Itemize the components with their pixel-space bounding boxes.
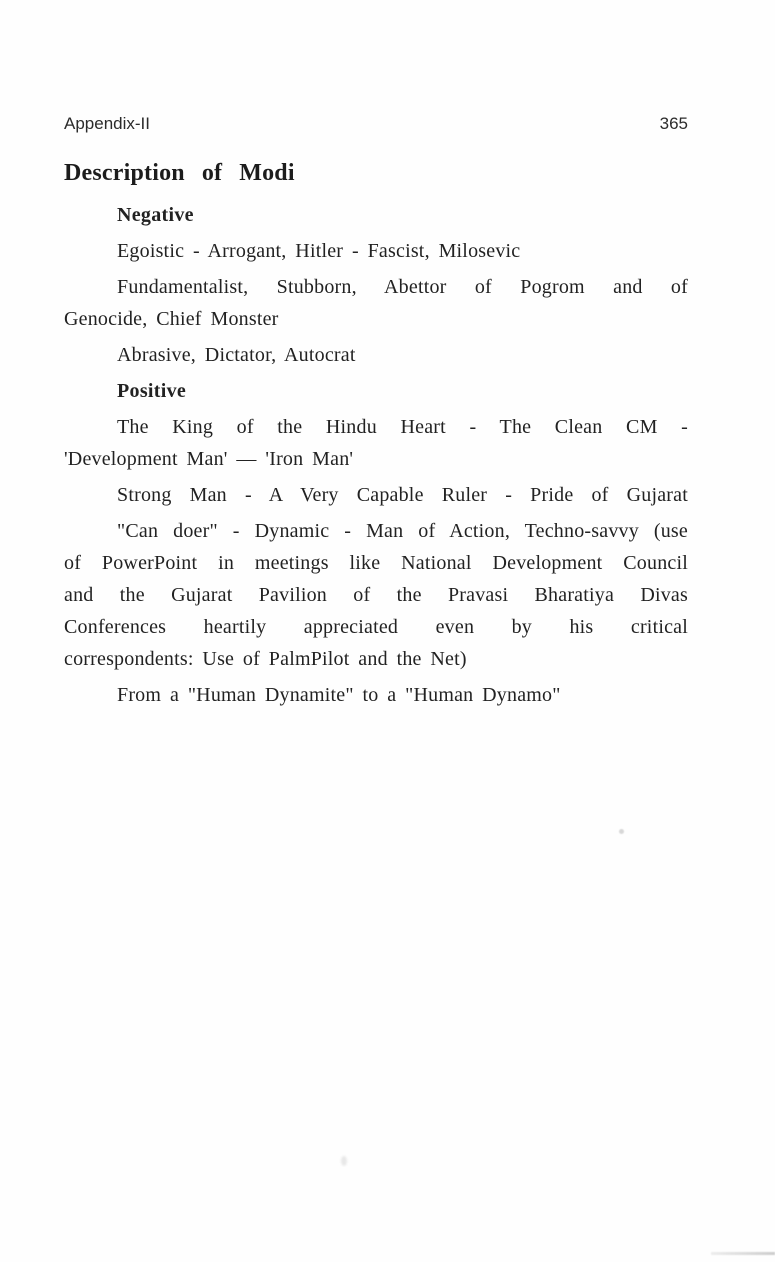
- text-line: 'Development Man' — 'Iron Man': [64, 448, 354, 470]
- text-line: Strong Man - A Very Capable Ruler - Pride of Gujarat: [117, 484, 688, 506]
- running-header: [64, 112, 688, 136]
- page-title: Description of Modi: [64, 160, 295, 186]
- text-line: Fundamentalist, Stubborn, Abettor of Pogrom and of: [117, 276, 688, 298]
- text-line: of PowerPoint in meetings like National Development Council: [64, 552, 688, 574]
- running-title: Appendix-II: [64, 114, 150, 133]
- text-line: Genocide, Chief Monster: [64, 308, 279, 330]
- scan-speck-smudge: [341, 1156, 347, 1166]
- text-line: Conferences heartily appreciated even by his critical: [64, 616, 688, 638]
- section-label-positive: Positive: [117, 380, 187, 402]
- scan-speck-dot: [619, 829, 624, 834]
- text-line: correspondents: Use of PalmPilot and the Net): [64, 648, 467, 670]
- scan-corner-line: [711, 1252, 775, 1255]
- text-line: "Can doer" - Dynamic - Man of Action, Techno-savvy (use: [117, 520, 688, 542]
- text-line: From a "Human Dynamite" to a "Human Dynamo": [117, 684, 561, 706]
- text-line: and the Gujarat Pavilion of the Pravasi Bharatiya Divas: [64, 584, 688, 606]
- page-number: 365: [659, 114, 688, 133]
- text-line: Abrasive, Dictator, Autocrat: [117, 344, 356, 366]
- text-line: The King of the Hindu Heart - The Clean CM -: [117, 416, 688, 438]
- text-line: Egoistic - Arrogant, Hitler - Fascist, Milosevic: [117, 240, 521, 262]
- page-body: [64, 158, 688, 711]
- section-label-negative: Negative: [117, 204, 194, 226]
